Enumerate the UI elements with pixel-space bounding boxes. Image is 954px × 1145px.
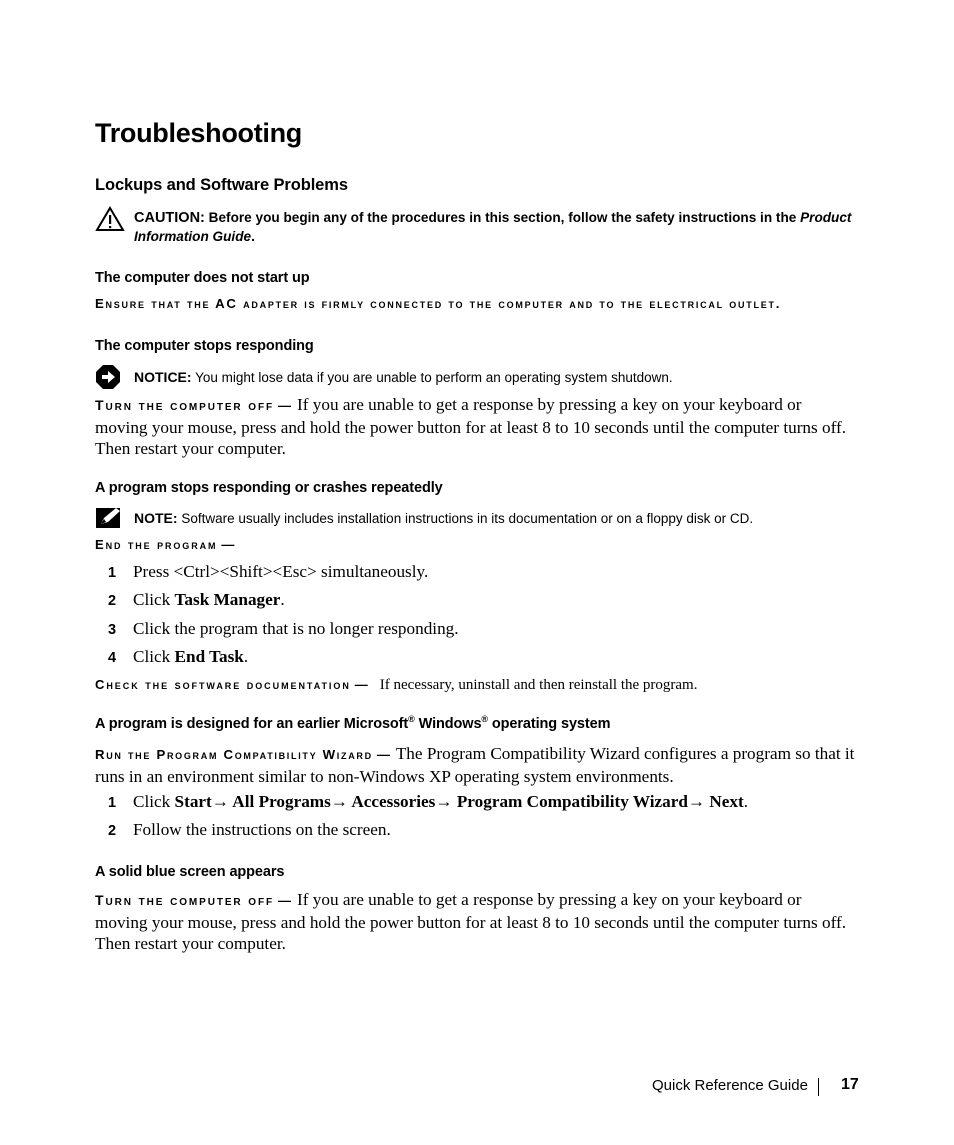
- notice-icon: [95, 364, 121, 390]
- lead-check-docs-text: If necessary, uninstall and then reinstall the program.: [379, 677, 698, 693]
- caution-label: CAUTION:: [134, 210, 205, 226]
- caution-line-2: [134, 229, 255, 244]
- subheading-earlier-windows: A program is designed for an earlier Microsoft® Windows® operating system: [95, 714, 611, 732]
- notice-text: You might lose data if you are unable to perform an operating system shutdown.: [195, 370, 673, 385]
- caution-italic: Product: [800, 210, 852, 225]
- step-text: Click Task Manager.: [133, 590, 285, 609]
- paragraph-text: The Program Compatibility Wizard configures a program so that it runs in an environment similar to non-Windows XP operating system environments.: [95, 744, 855, 786]
- step-number: 2: [108, 823, 117, 839]
- paragraph-compat-wizard: [95, 743, 855, 787]
- footer-divider: [818, 1078, 819, 1096]
- lead-dash: —: [221, 537, 235, 552]
- ui-path-compat-wizard: Start→ All Programs→ Accessories→ Program Compatibility Wizard→ Next: [174, 792, 744, 811]
- page-number: 17: [841, 1076, 859, 1093]
- lead-dash: —: [354, 677, 368, 692]
- section-heading: Lockups and Software Problems: [95, 176, 348, 194]
- step-number: 2: [108, 593, 117, 609]
- lead-run-wizard: Run the Program Compatibility Wizard: [95, 747, 373, 762]
- caution-line-1: [134, 210, 851, 226]
- caution-italic-2: Information Guide: [134, 229, 252, 244]
- notice-label: NOTICE:: [134, 369, 192, 385]
- lead-turn-off: Turn the computer off: [95, 397, 275, 413]
- step-number: 4: [108, 650, 117, 666]
- paragraph-turn-off-1: [95, 394, 855, 460]
- step-text: Follow the instructions on the screen.: [133, 820, 391, 839]
- paragraph-text: If you are unable to get a response by pressing a key on your keyboard or moving your mouse, press and hold the power button for at least 8 to 10 seconds until the computer turns off. Then restart your computer.: [95, 890, 847, 953]
- step-number: 1: [108, 795, 117, 811]
- subheading-not-start: The computer does not start up: [95, 270, 310, 286]
- subheading-program-crashes: A program stops responding or crashes repeatedly: [95, 480, 443, 496]
- lead-dash: —: [376, 747, 390, 762]
- lead-dash: —: [278, 398, 292, 413]
- note-pencil-icon: [95, 506, 123, 530]
- lead-dash: —: [278, 893, 292, 908]
- step-text: Click the program that is no longer responding.: [133, 619, 459, 638]
- caution-triangle-icon: [95, 206, 125, 232]
- page-title: Troubleshooting: [95, 118, 302, 148]
- ui-term-task-manager: Task Manager: [174, 590, 281, 609]
- paragraph-text: If you are unable to get a response by pressing a key on your keyboard or moving your mouse, press and hold the power button for at least 8 to 10 seconds until the computer turns off. Then restart your computer.: [95, 395, 847, 458]
- ui-term-end-task: End Task: [174, 647, 244, 666]
- subheading-stops-responding: The computer stops responding: [95, 338, 314, 354]
- note-label: NOTE:: [134, 510, 178, 526]
- lead-turn-off: Turn the computer off: [95, 892, 275, 908]
- caution-line-2-end: .: [251, 229, 255, 244]
- step-text: Press <Ctrl><Shift><Esc> simultaneously.: [133, 562, 429, 581]
- caution-text: Before you begin any of the procedures in this section, follow the safety instructions in the: [208, 210, 801, 225]
- paragraph-turn-off-2: [95, 889, 855, 955]
- subheading-blue-screen: A solid blue screen appears: [95, 864, 285, 880]
- step-number: 1: [108, 565, 117, 581]
- step-text: Click End Task.: [133, 647, 249, 666]
- ac-adapter-instruction: Ensure that the AC adapter is firmly connected to the computer and to the electrical outlet.: [95, 296, 782, 311]
- step-number: 3: [108, 622, 117, 638]
- lead-check-docs-line: [95, 676, 697, 694]
- lead-end-program: End the program: [95, 537, 218, 552]
- lead-end-program-line: [95, 537, 240, 553]
- note-line: [134, 510, 753, 526]
- lead-check-docs: Check the software documentation: [95, 677, 351, 692]
- note-text: Software usually includes installation instructions in its documentation or on a floppy disk or CD.: [181, 511, 754, 526]
- notice-line: [134, 369, 673, 385]
- step-text: Click Start→ All Programs→ Accessories→ Program Compatibility Wizard→ Next.: [133, 792, 749, 811]
- footer-guide-title: Quick Reference Guide: [652, 1077, 808, 1094]
